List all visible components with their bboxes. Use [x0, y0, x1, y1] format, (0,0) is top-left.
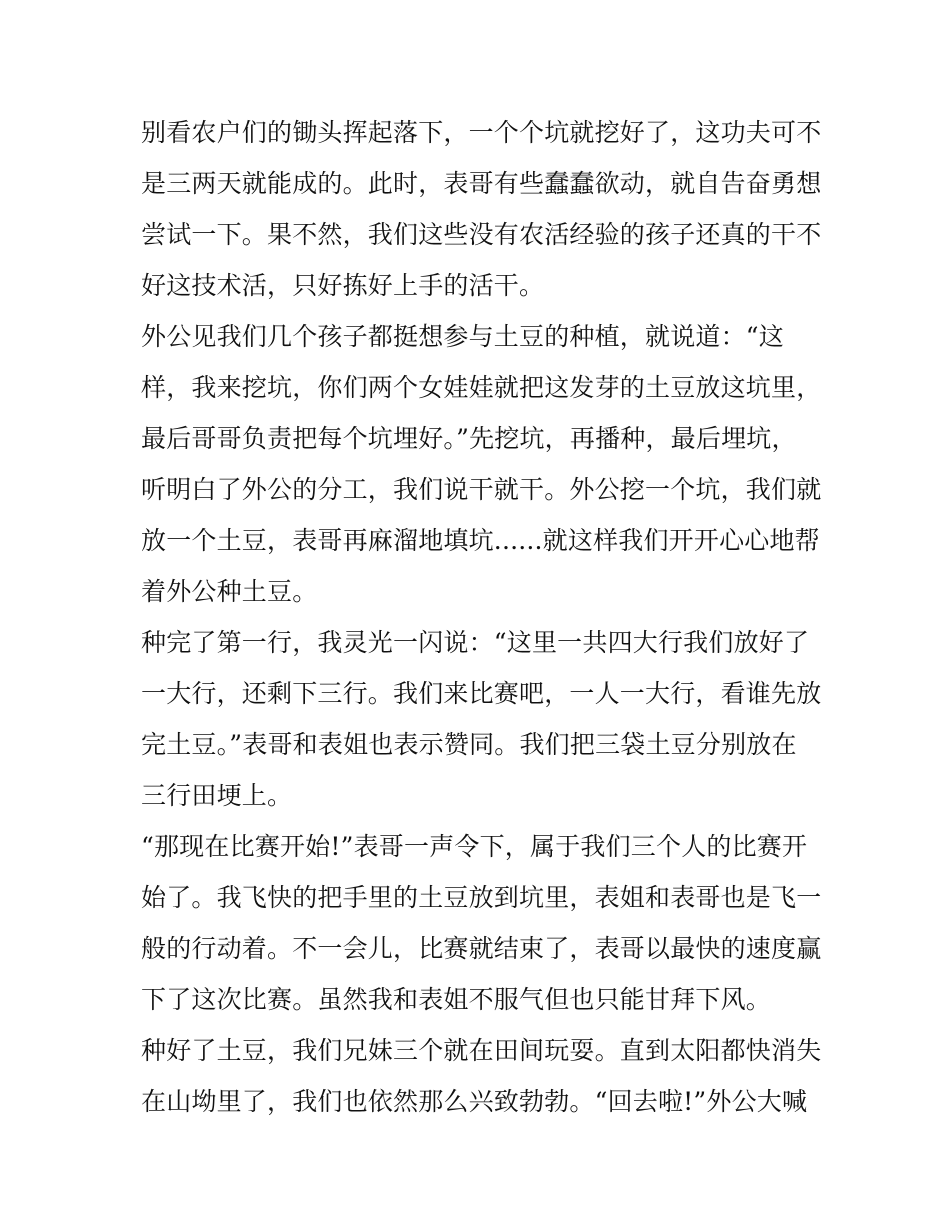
text-line: 好这技术活，只好拣好上手的活干。 — [141, 271, 545, 300]
text-line: 一大行，还剩下三行。我们来比赛吧，一人一大行，看谁先放 — [141, 679, 821, 708]
text-line: 般的行动着。不一会儿，比赛就结束了，表哥以最快的速度赢 — [141, 934, 821, 963]
text-line: “那现在比赛开始!”表哥一声令下，属于我们三个人的比赛开 — [141, 832, 808, 861]
text-line: 样，我来挖坑，你们两个女娃娃就把这发芽的土豆放这坑里， — [141, 373, 821, 402]
text-line: 在山坳里了，我们也依然那么兴致勃勃。“回去啦!”外公大喊 — [141, 1087, 808, 1116]
text-line: 是三两天就能成的。此时，表哥有些蠢蠢欲动，就自告奋勇想 — [141, 169, 821, 198]
text-line: 放一个土豆，表哥再麻溜地填坑......就这样我们开开心心地帮 — [141, 526, 820, 555]
text-line: 始了。我飞快的把手里的土豆放到坑里，表姐和表哥也是飞一 — [141, 883, 821, 912]
text-line: 外公见我们几个孩子都挺想参与土豆的种植，就说道：“这 — [141, 322, 784, 351]
text-line: 着外公种土豆。 — [141, 577, 318, 606]
text-line: 尝试一下。果不然，我们这些没有农活经验的孩子还真的干不 — [141, 220, 821, 249]
text-line: 下了这次比赛。虽然我和表姐不服气但也只能甘拜下风。 — [141, 985, 772, 1014]
text-line: 别看农户们的锄头挥起落下，一个个坑就挖好了，这功夫可不 — [141, 118, 821, 147]
text-line: 种好了土豆，我们兄妹三个就在田间玩耍。直到太阳都快消失 — [141, 1036, 821, 1065]
document-body — [141, 107, 821, 1127]
text-line: 听明白了外公的分工，我们说干就干。外公挖一个坑，我们就 — [141, 475, 821, 504]
text-line: 完土豆。”表哥和表姐也表示赞同。我们把三袋土豆分别放在 — [141, 730, 797, 759]
text-line: 种完了第一行，我灵光一闪说：“这里一共四大行我们放好了 — [141, 628, 810, 657]
text-line: 最后哥哥负责把每个坑埋好。”先挖坑，再播种，最后埋坑， — [141, 424, 797, 453]
text-line: 三行田埂上。 — [141, 781, 293, 810]
